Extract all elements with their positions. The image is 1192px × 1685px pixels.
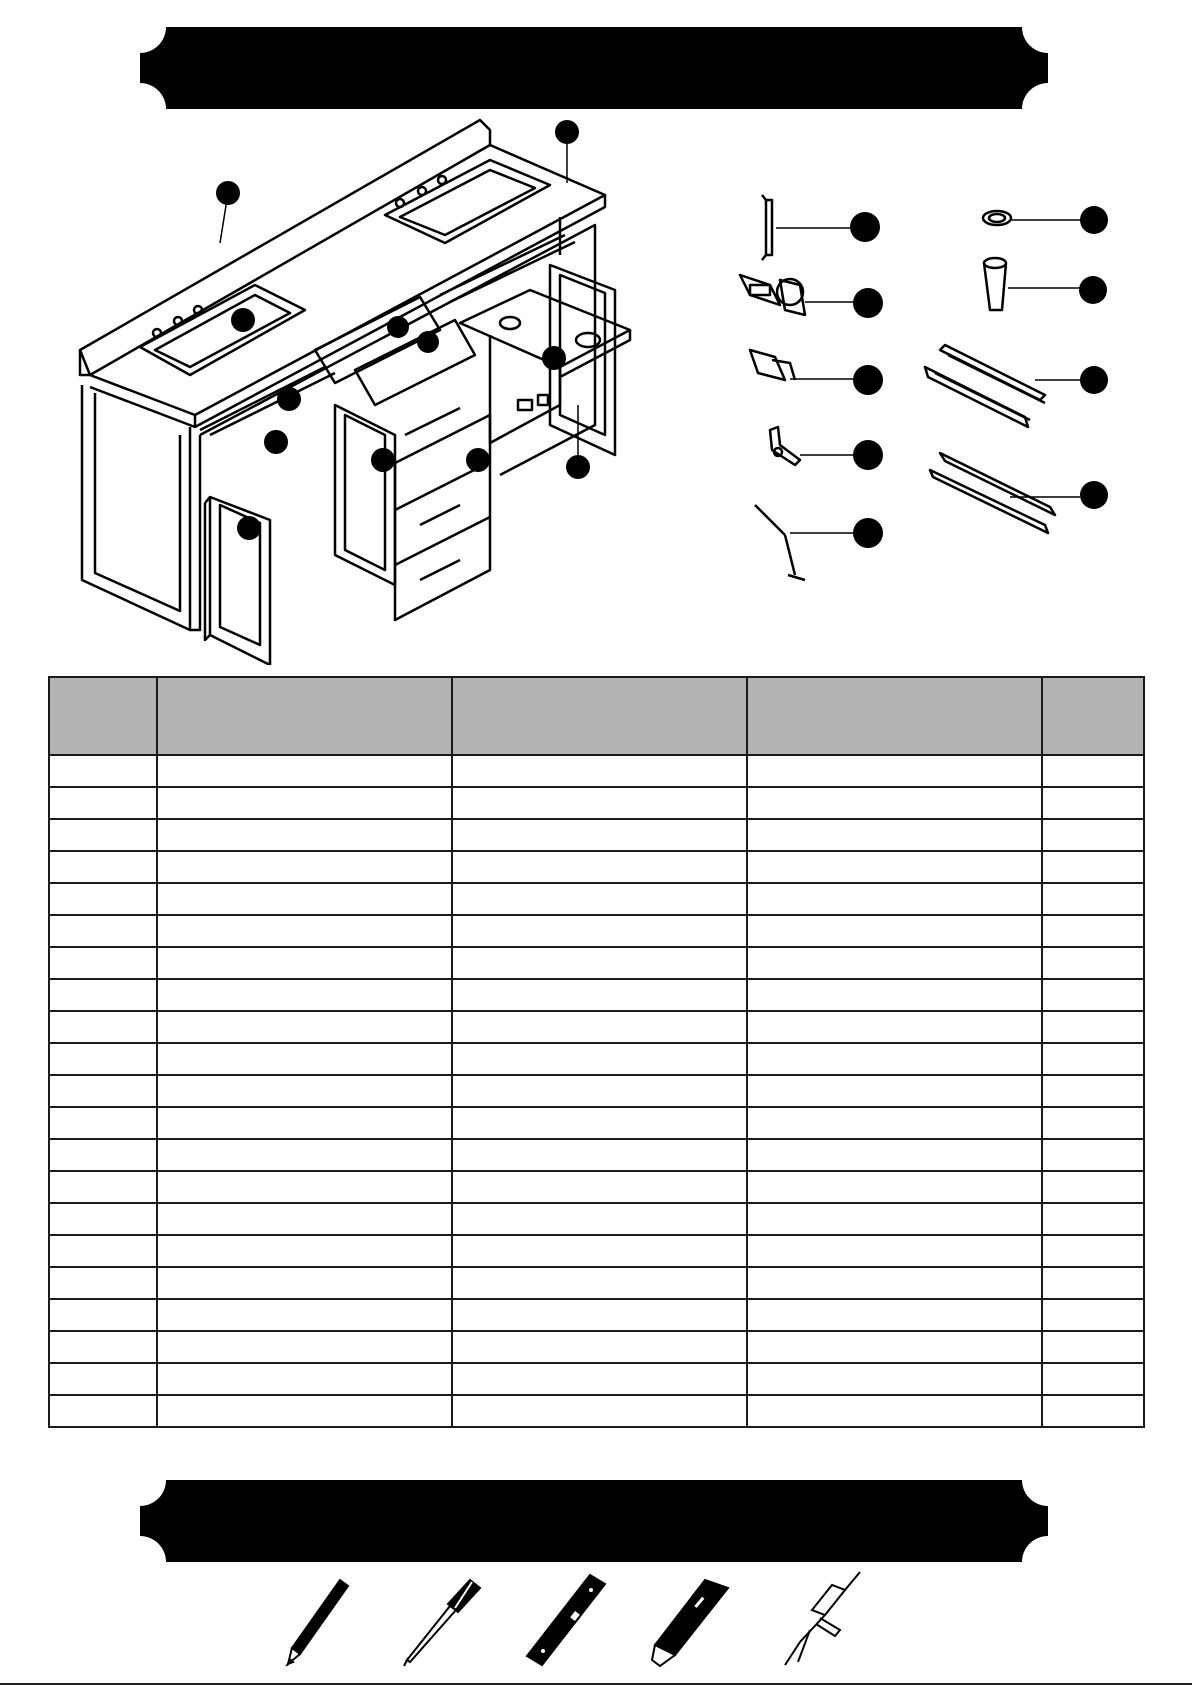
col3-cell xyxy=(452,1139,747,1171)
table-row xyxy=(49,1267,1144,1299)
col4-cell xyxy=(747,1395,1042,1427)
qty-cell xyxy=(1042,1011,1144,1043)
col4-cell xyxy=(747,915,1042,947)
part-cell xyxy=(49,819,157,851)
callout-dot-sink xyxy=(231,308,255,332)
callout-dot-tie-rod xyxy=(853,518,883,548)
description-cell xyxy=(157,1299,452,1331)
part-cell xyxy=(49,1235,157,1267)
table-row xyxy=(49,883,1144,915)
description-cell xyxy=(157,755,452,787)
sink-right xyxy=(385,160,550,243)
col4-cell xyxy=(747,1299,1042,1331)
part-cell xyxy=(49,947,157,979)
qty-cell xyxy=(1042,819,1144,851)
col3-cell xyxy=(452,1011,747,1043)
top-banner-title xyxy=(140,27,1048,109)
left-door xyxy=(205,497,270,665)
col-header-description xyxy=(157,677,452,755)
hinge-small-icon xyxy=(750,350,855,380)
callout-dot-hinge-full xyxy=(853,288,883,318)
callout-dot-tube xyxy=(1079,276,1107,304)
table-row xyxy=(49,1203,1144,1235)
table-row xyxy=(49,1331,1144,1363)
qty-cell xyxy=(1042,1363,1144,1395)
col3-cell xyxy=(452,755,747,787)
parts-diagram xyxy=(60,105,1150,665)
part-cell xyxy=(49,1203,157,1235)
col4-cell xyxy=(747,1203,1042,1235)
part-cell xyxy=(49,851,157,883)
top-banner xyxy=(140,27,1048,109)
callout-dot-hinge-small xyxy=(853,365,883,395)
col-header-qty xyxy=(1042,677,1144,755)
assembly-leader-lines xyxy=(220,132,578,467)
part-cell xyxy=(49,1363,157,1395)
table-row xyxy=(49,787,1144,819)
description-cell xyxy=(157,1139,452,1171)
l-bracket-icon xyxy=(770,427,855,465)
description-cell xyxy=(157,1235,452,1267)
table-row xyxy=(49,755,1144,787)
description-cell xyxy=(157,979,452,1011)
col4-cell xyxy=(747,979,1042,1011)
col4-cell xyxy=(747,947,1042,979)
callout-dot-shelf xyxy=(264,430,288,454)
drawer-stack xyxy=(315,297,490,620)
callout-dot-grommet xyxy=(1080,206,1108,234)
part-cell xyxy=(49,1299,157,1331)
description-cell xyxy=(157,1267,452,1299)
col4-cell xyxy=(747,1363,1042,1395)
drawer-slide-long-icon xyxy=(930,453,1080,533)
handle-pull-icon xyxy=(762,195,850,260)
col4-cell xyxy=(747,1139,1042,1171)
col4-cell xyxy=(747,1267,1042,1299)
parts-table xyxy=(48,676,1145,1428)
col-header-part xyxy=(49,677,157,755)
description-cell xyxy=(157,947,452,979)
table-row xyxy=(49,819,1144,851)
center-door xyxy=(335,405,395,585)
qty-cell xyxy=(1042,1267,1144,1299)
qty-cell xyxy=(1042,979,1144,1011)
part-cell xyxy=(49,1139,157,1171)
callout-dot-countertop-right xyxy=(555,120,579,144)
table-header-row xyxy=(49,677,1144,755)
col3-cell xyxy=(452,1171,747,1203)
qty-cell xyxy=(1042,1235,1144,1267)
qty-cell xyxy=(1042,915,1144,947)
col4-cell xyxy=(747,883,1042,915)
col3-cell xyxy=(452,1075,747,1107)
description-cell xyxy=(157,1107,452,1139)
callout-dot-outlet xyxy=(566,455,590,479)
col3-cell xyxy=(452,979,747,1011)
col-header-col4 xyxy=(747,677,1042,755)
tube-sleeve-icon xyxy=(984,258,1080,310)
qty-cell xyxy=(1042,1171,1144,1203)
col3-cell xyxy=(452,851,747,883)
col3-cell xyxy=(452,947,747,979)
qty-cell xyxy=(1042,787,1144,819)
part-cell xyxy=(49,787,157,819)
vanity-countertop xyxy=(80,120,605,427)
col3-cell xyxy=(452,1235,747,1267)
pencil-icon xyxy=(288,1580,348,1664)
bottom-banner-title xyxy=(140,1480,1048,1562)
description-cell xyxy=(157,1075,452,1107)
qty-cell xyxy=(1042,947,1144,979)
col4-cell xyxy=(747,1107,1042,1139)
callout-dot-slide-long xyxy=(1080,481,1108,509)
table-row xyxy=(49,915,1144,947)
callout-dot-drawer-box xyxy=(417,331,439,353)
table-row xyxy=(49,1235,1144,1267)
vanity-cabinet xyxy=(82,217,595,630)
description-cell xyxy=(157,883,452,915)
description-cell xyxy=(157,819,452,851)
callout-dot-left-door xyxy=(237,516,261,540)
col4-cell xyxy=(747,1235,1042,1267)
part-cell xyxy=(49,1075,157,1107)
col3-cell xyxy=(452,1299,747,1331)
callout-dot-handle xyxy=(850,212,880,242)
callout-dot-bracket xyxy=(853,440,883,470)
description-cell xyxy=(157,1331,452,1363)
table-row xyxy=(49,1299,1144,1331)
col4-cell xyxy=(747,851,1042,883)
level-icon xyxy=(527,1575,605,1665)
drawer-slide-pair-icon xyxy=(925,345,1080,427)
screwdriver-icon xyxy=(404,1580,480,1666)
description-cell xyxy=(157,915,452,947)
description-cell xyxy=(157,1011,452,1043)
part-cell xyxy=(49,883,157,915)
qty-cell xyxy=(1042,1075,1144,1107)
callout-dot-drawer-front xyxy=(466,448,490,472)
part-cell xyxy=(49,1331,157,1363)
part-cell xyxy=(49,979,157,1011)
part-cell xyxy=(49,915,157,947)
part-cell xyxy=(49,1043,157,1075)
bottom-banner xyxy=(140,1480,1048,1562)
callout-dot-rail xyxy=(277,387,301,411)
part-cell xyxy=(49,1171,157,1203)
description-cell xyxy=(157,1171,452,1203)
table-row xyxy=(49,1011,1144,1043)
table-row xyxy=(49,1043,1144,1075)
tie-rod-icon xyxy=(755,505,855,580)
table-row xyxy=(49,979,1144,1011)
parts-table-body xyxy=(49,755,1144,1427)
description-cell xyxy=(157,787,452,819)
part-cell xyxy=(49,1011,157,1043)
qty-cell xyxy=(1042,851,1144,883)
grommet-icon xyxy=(983,211,1082,225)
col4-cell xyxy=(747,1011,1042,1043)
description-cell xyxy=(157,1043,452,1075)
description-cell xyxy=(157,1395,452,1427)
caulk-gun-icon xyxy=(785,1572,860,1665)
col3-cell xyxy=(452,1043,747,1075)
col3-cell xyxy=(452,1203,747,1235)
tools-row xyxy=(280,1570,920,1670)
qty-cell xyxy=(1042,1139,1144,1171)
col4-cell xyxy=(747,1075,1042,1107)
col4-cell xyxy=(747,1043,1042,1075)
qty-cell xyxy=(1042,883,1144,915)
description-cell xyxy=(157,1363,452,1395)
callout-dot-center-door xyxy=(371,448,395,472)
col3-cell xyxy=(452,883,747,915)
callout-dot-drawer-top xyxy=(387,316,409,338)
col3-cell xyxy=(452,1331,747,1363)
qty-cell xyxy=(1042,1203,1144,1235)
qty-cell xyxy=(1042,1107,1144,1139)
part-cell xyxy=(49,1267,157,1299)
utility-knife-icon xyxy=(652,1580,728,1666)
table-row xyxy=(49,1107,1144,1139)
col3-cell xyxy=(452,819,747,851)
col4-cell xyxy=(747,1331,1042,1363)
callout-dot-countertop-left xyxy=(216,181,240,205)
callout-dot-tray xyxy=(542,346,566,370)
table-row xyxy=(49,947,1144,979)
col4-cell xyxy=(747,755,1042,787)
col3-cell xyxy=(452,1395,747,1427)
col3-cell xyxy=(452,1363,747,1395)
table-row xyxy=(49,851,1144,883)
col4-cell xyxy=(747,1171,1042,1203)
col3-cell xyxy=(452,787,747,819)
col3-cell xyxy=(452,915,747,947)
col4-cell xyxy=(747,787,1042,819)
col-header-col3 xyxy=(452,677,747,755)
description-cell xyxy=(157,1203,452,1235)
table-row xyxy=(49,1171,1144,1203)
qty-cell xyxy=(1042,1299,1144,1331)
table-row xyxy=(49,1139,1144,1171)
table-row xyxy=(49,1395,1144,1427)
qty-cell xyxy=(1042,1043,1144,1075)
hinge-full-icon xyxy=(740,275,855,315)
qty-cell xyxy=(1042,755,1144,787)
col3-cell xyxy=(452,1267,747,1299)
table-row xyxy=(49,1363,1144,1395)
qty-cell xyxy=(1042,1331,1144,1363)
part-cell xyxy=(49,1395,157,1427)
qty-cell xyxy=(1042,1395,1144,1427)
col3-cell xyxy=(452,1107,747,1139)
col4-cell xyxy=(747,819,1042,851)
part-cell xyxy=(49,1107,157,1139)
description-cell xyxy=(157,851,452,883)
callout-dot-slide-pair xyxy=(1080,366,1108,394)
table-row xyxy=(49,1075,1144,1107)
part-cell xyxy=(49,755,157,787)
